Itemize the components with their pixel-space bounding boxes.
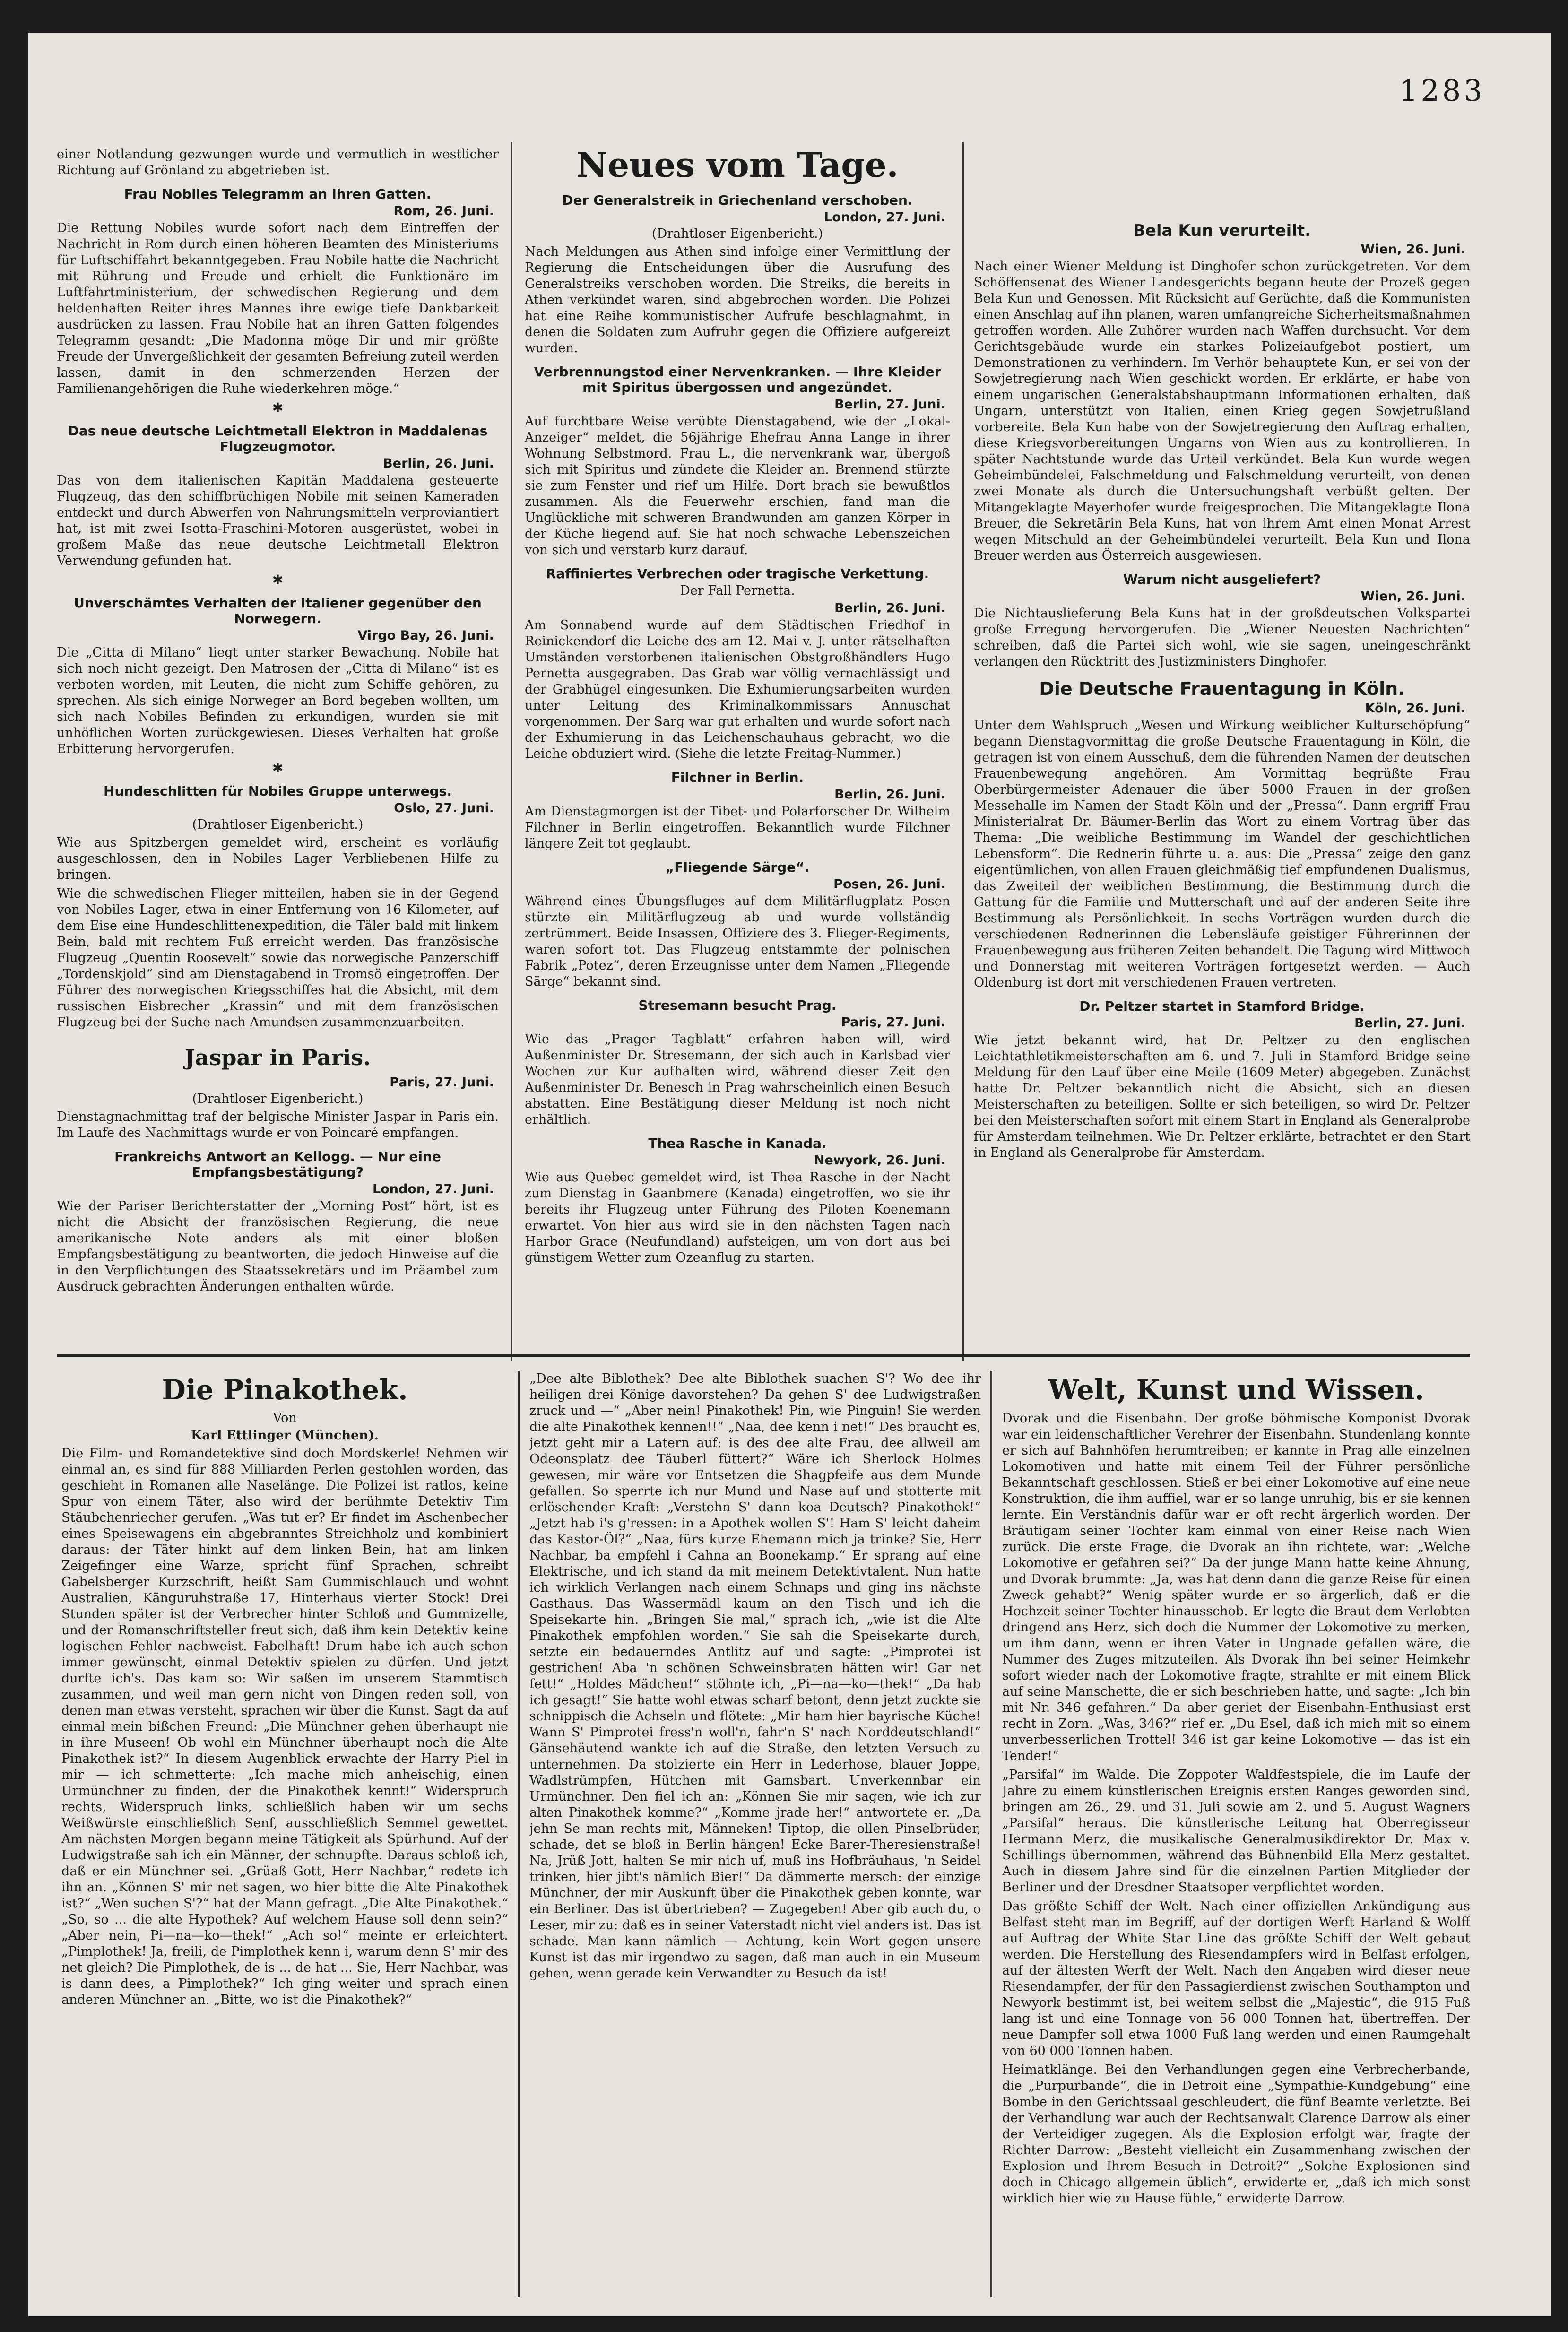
column-rule: [962, 142, 964, 1361]
byline-author: Karl Ettlinger (München).: [191, 1428, 379, 1443]
feuilleton-title: Die Pinakothek.: [162, 1374, 408, 1406]
dateline: Köln, 26. Juni.: [1365, 701, 1465, 716]
dateline: Paris, 27. Juni.: [841, 1015, 945, 1030]
article-headline: Verbrennungstod einer Nervenkranken. — Ihre Kleider mit Spiritus übergossen und angezündet.: [534, 364, 941, 395]
feuilleton-body: „Dee alte Biblothek? Dee alte Biblothek suachen S'? Wo dee ihr heiligen drei Könige davorstehen? Da gehen S' dee Ludwigstraßen zruck und —“ „Aber nein! Pinakothek! Pin, wie Pinguin! Sie werden die alte Pinakothek kennen!!“ „Naa, dee kenn i net!“ Des braucht es, jetzt geht mir a Latern auf: is des dee alte Frau, dee allweil am Odeonsplatz dee Täuberl füttert?“ Wäre ich Sherlock Holmes gewesen, mir wäre vor Entsetzen die Shagpfeife aus dem Munde gefallen. So sperrte ich nur Mund und Nase auf und stotterte mit erlöschender Kraft: „Verstehn S' dann koa Deutsch? Pinakothek!“ „Jetzt hab i's g'ressen: in a Apothek wollen S'! Ham S' leicht daheim das Kastor-Öl?“ „Naa, fürs kurze Ehemann mich ja trinke? Sie, Herr Nachbar, ba empfehl i Cahna an Boonekamp.“ Er sprang auf eine Elektrische, und ich stand da mit meinem Detektivtalent. Nun hatte ich wirklich Verlangen nach einem Schnaps und ging ins nächste Gasthaus. Das Wassermädl kaum an den Tisch und ich die Speisekarte hin. „Bringen Sie mal,“ sprach ich, „wie ist die Alte Pinakothek empfohlen worden.“ Sie sah die Speisekarte durch, setzte ein bedauerndes Antlitz auf und sagte: „Pimprotei ist gestrichen! Aba 'n schönen Schweinsbraten hätten wir! Gar net fett!“ „Holdes Mädchen!“ stöhnte ich, „Pi—na—ko—thek!“ „Da hab ich gesagt!“ Sie hatte wohl etwas scharf betont, denn jetzt zuckte sie schnippisch die Achseln und flötete: „Mir ham hier bayrische Küche! Wann S' Pimprotei fress'n woll'n, fahr'n S' nach Norddeutschland!“ Gänsehäutend wankte ich auf die Straße, den letzten Versuch zu unternehmen. Da stolzierte ein Herr in Lederhose, blauer Joppe, Wadlstrümpfen, Hütchen mit Gamsbart. Unverkennbar ein Urmünchner. Den fiel ich an: „Können Sie mir sagen, wie ich zur alten Pinakothek komme?“ „Komme jrade her!“ antwortete er. „Da jehn Se man rechts mit, Männeken! Tiptop, die ollen Pinselbrüder, schade, det se bloß in Berlin hängen! Ecke Barer-Theresienstraße! Na, Jrüß Jott, halten Se mir nich uf, muß ins Hofbräuhaus, 'n Seidel trinken, hier jibt's nämlich Bier!“ Da dämmerte mersch: der einzige Münchner, der mir Auskunft über die Pinakothek geben konnte, war ein Berliner. Das ist übertrieben? — Zugegeben! Aber gib auch du, o Leser, mir zu: daß es in seiner Vaterstadt nicht viel anders ist. Das ist schade. Man kann nämlich — Achtung, kein Wort gegen unsere Kunst ist das mir irgendwo zu sagen, daß man auch in ein Museum gehen, wenn gerade kein Verwandter zu Besuch da ist!: [529, 1371, 981, 1981]
item-body: Dvorak und die Eisenbahn. Der große böhmische Komponist Dvorak war ein leidenschaftlicher Verehrer der Eisenbahn. Stundenlang konnte er sich auf Bahnhöfen herumtreiben; er kannte in Prag alle einzelnen Lokomotiven und hatte mit einem Teil der Führer persönliche Bekanntschaft geschlossen. Stieß er bei einer Lokomotive auf eine neue Konstruktion, die ihm auffiel, war er so lange unruhig, bis er sie kennen lernte. Ein Verständnis dafür war er oft recht ärgerlich worden. Der Bräutigam seiner Tochter kam einmal von einer Reise nach Wien zurück. Die erste Frage, die Dvorak an ihn richtete, war: „Welche Lokomotive er gefahren sei?“ Da der junge Mann hatte keine Ahnung, und Dvorak brummte: „Ja, was hat denn dann die ganze Reise für einen Zweck gehabt?“ Wenig später wurde er so ärgerlich, daß er die Hochzeit seiner Tochter hinausschob. Er legte die Braut dem Verlobten dringend ans Herz, sich doch die Nummer der Lokomotive zu merken, um ihm dann, wenn er ihren Vater in Ungnade gefallen wäre, die Nummer des Zuges mitzuteilen. Als Dvorak ihn bei seiner Heimkehr sofort wieder nach der Lokomotive fragte, strahlte er mit einem Blick auf seine Manschette, die er sich beschrieben hatte, und sagte: „Ich bin mit Nr. 346 gefahren.“ Da aber geriet der Eisenbahn-Enthusiast erst recht in Zorn. „Was, 346?“ rief er. „Du Esel, daß ich mich mit so einem unverbesserlichen Trottel! 346 ist gar keine Lokomotive — das ist ein Tender!“: [1002, 1411, 1470, 1763]
article-body: Am Sonnabend wurde auf dem Städtischen Friedhof in Reinickendorf die Leiche des am 12. Mai v. J. unter rätselhaften Umständen verstorbenen italienischen Obstgroßhändlers Hugo Pernetta ausgegraben. Das Grab war völlig vernachlässigt und der Grabhügel eingesunken. Die Exhumierungsarbeiten wurden unter Leitung des Kriminalkommissars Annuschat vorgenommen. Der Sarg war gut erhalten und wurde sofort nach der Exhumierung in das Leichenschauhaus gebracht, wo die Leiche obduziert wird. (Siehe die letzte Freitag-Nummer.): [525, 618, 950, 761]
article-body: Nach Meldungen aus Athen sind infolge einer Vermittlung der Regierung die Entscheidungen über die Ausrufung des Generalstreiks verschoben worden. Die Streiks, die bereits in Athen verkündet waren, sind abgebrochen worden. Die Polizei hat eine Reihe kommunistischer Aufrufe beschlagnahmt, in denen die Soldaten zum Aufruhr gegen die Offiziere aufgereizt wurden.: [525, 244, 950, 355]
article-body: Wie der Pariser Berichterstatter der „Morning Post“ hört, ist es nicht die Absicht der französischen Regierung, die neue amerikanische Note anders als mit einer bloßen Empfangsbestätigung zu beantworten, die jedoch Hinweise auf die in den Verpflichtungen des Staatssekretärs und im Präambel zum Ausdruck gebrachten Änderungen enthalten würde.: [57, 1199, 499, 1294]
dateline: Rom, 26. Juni.: [393, 204, 494, 218]
article-body: Die „Citta di Milano“ liegt unter starker Bewachung. Nobile hat sich noch nicht gezeigt. Den Matrosen der „Citta di Milano“ ist es verboten worden, mit Leuten, die nicht zum Schiffe gehören, zu sprechen. Als sich einige Norweger an Bord begeben wollten, um sich nach Nobiles Befinden zu erkundigen, wurden sie mit unhöflichen Worten zurückgewiesen. Dieses Verhalten hat große Erbitterung hervorgerufen.: [57, 645, 499, 756]
dateline: London, 27. Juni.: [373, 1182, 494, 1196]
section-title: Welt, Kunst und Wissen.: [1048, 1374, 1424, 1406]
newspaper-page: [28, 33, 1551, 2316]
dateline: Oslo, 27. Juni.: [394, 801, 494, 815]
article-headline: Dr. Peltzer startet in Stamford Bridge.: [1079, 998, 1365, 1014]
article-headline: Stresemann besucht Prag.: [638, 997, 837, 1013]
article-body: Dienstagnachmittag traf der belgische Minister Jaspar in Paris ein. Im Laufe des Nachmittags wurde er von Poincaré empfangen.: [57, 1110, 499, 1140]
subline: (Drahtloser Eigenbericht.): [652, 226, 823, 241]
article-body: Während eines Übungsfluges auf dem Militärflugplatz Posen stürzte ein Militärflugzeug ab und wurde vollständig zertrümmert. Beide Insassen, Offiziere des 3. Flieger-Regiments, waren sofort tot. Das Flugzeug entstammte der polnischen Fabrik „Potez“, deren Erzeugnisse unter dem Namen „Fliegende Särge“ bekannt sind.: [525, 894, 950, 989]
column-rule: [518, 1371, 520, 2297]
column-rule: [990, 1371, 992, 2297]
dateline: Wien, 26. Juni.: [1360, 242, 1465, 257]
subline: Der Fall Pernetta.: [680, 583, 795, 598]
article-body: Auf furchtbare Weise verübte Dienstagabend, wie der „Lokal-Anzeiger“ meldet, die 56jährige Ehefrau Anna Lange in ihrer Wohnung Selbstmord. Frau L., die nervenkrank war, übergoß sich mit Spiritus und zündete die Kleider an. Brennend stürzte sie zum Fenster und rief um Hilfe. Dort brach sie bewußtlos zusammen. Als die Feuerwehr erschien, fand man die Unglückliche mit schweren Brandwunden am ganzen Körper in der Küche liegend auf. Sie hat noch schwache Lebenszeichen von sich und verstarb kurz darauf.: [525, 414, 950, 557]
article-headline: Raffiniertes Verbrechen oder tragische Verkettung.: [546, 566, 929, 581]
article-body: Wie das „Prager Tagblatt“ erfahren haben will, wird Außenminister Dr. Stresemann, der sich auch in Karlsbad vier Wochen zur Kur aufhalten wird, während dieser Zeit den Außenminister Dr. Benesch in Prag wahrscheinlich einen Besuch abstatten. Eine Bestätigung dieser Meldung ist noch nicht erhältlich.: [525, 1032, 950, 1127]
byline-von: Von: [273, 1411, 297, 1425]
article-headline: Frau Nobiles Telegramm an ihren Gatten.: [124, 186, 432, 202]
article-body: Unter dem Wahlspruch „Wesen und Wirkung weiblicher Kulturschöpfung“ begann Dienstagvormittag die große Deutsche Frauentagung in Köln, die getragen ist von einem Ausschuß, dem die führenden Namen der deutschen Frauenbewegung angehören. Am Vormittag begrüßte Frau Oberbürgermeister Adenauer die über 5000 Frauen in der großen Messehalle im Namen der Stadt Köln und der „Pressa“. Dann ergriff Frau Ministerialrat Dr. Bäumer-Berlin das Wort zu einem Vortrag über das Thema: „Die weibliche Bestimmung im Wandel der geschichtlichen Lebensform“. Die Rednerin führte u. a. aus: Die „Pressa“ zeige den ganz eigentümlichen, von allen Frauen gleichmäßig tief empfundenen Dualismus, das Zweiteil der weiblichen Bestimmung, die Bestimmung durch die Gattung für die Familie und Mutterschaft und auf der anderen Seite ihre Bestimmung als Persönlichkeit. In sechs Vorträgen wurden durch die verschiedenen Rednerinnen die Lebensläufe geistiger Führerinnen der Frauenbewegung aus früheren Zeiten behandelt. Die Tagung wird Mittwoch und Donnerstag mit weiteren Vorträgen fortgesetzt werden. — Auch Oldenburg ist dort mit verschiedenen Frauen vertreten.: [974, 718, 1470, 990]
dateline: London, 27. Juni.: [824, 210, 945, 225]
article-body: Die Nichtauslieferung Bela Kuns hat in der großdeutschen Volkspartei große Erregung hervorgerufen. Die „Wiener Neuesten Nachrichten“ schreiben, daß die Partei sich wohl, wie sie sagen, uneingeschränkt verlangen den Rücktritt des Justizministers Dinghofer.: [974, 606, 1470, 669]
column-right: [974, 217, 1470, 1350]
item-body: Das größte Schiff der Welt. Nach einer offiziellen Ankündigung aus Belfast steht man im Begriff, auf der dortigen Werft Harland & Wolff auf Auftrag der White Star Line das größte Schiff der Welt gebaut werden. Die Herstellung des Riesendampfers wird in Belfast erfolgen, auf der ältesten Werft der Welt. Nach den Angaben wird dieser neue Riesendampfer, der für den Passagierdienst zwischen Southampton und Newyork bestimmt ist, bei weitem selbst die „Majestic“, die 915 Fuß lang ist und eine Tonnage von 56 000 Tonnen hat, übertreffen. Der neue Dampfer soll etwa 1000 Fuß lang werden und einen Raumgehalt von 60 000 Tonnen haben.: [1002, 1899, 1470, 2058]
article-headline: Thea Rasche in Kanada.: [648, 1136, 827, 1151]
star-separator: ✱: [272, 572, 284, 588]
article-headline: Bela Kun verurteilt.: [1133, 221, 1311, 240]
item-body: Heimatklänge. Bei den Verhandlungen gegen eine Verbrecherbande, die „Purpurbande“, die in Detroit eine „Sympathie-Kundgebung“ eine Bombe in den Gerichtssaal geschleudert, die fünf Beamte verletzte. Bei der Verhandlung war auch der Rechtsanwalt Clarence Darrow als einer der Verteidiger zugegen. Als die Explosion erfolgt war, fragte der Richter Darrow: „Besteht vielleicht ein Zusammenhang zwischen der Explosion und Ihrem Besuch in Detroit?“ „Solche Explosionen sind doch in Chicago allgemein üblich“, erwiderte er, „daß ich mich sonst wirklich hier wie zu Hause fühle,“ erwiderte Darrow.: [1002, 2063, 1470, 2206]
column-middle: [525, 142, 950, 1350]
article-headline: Der Generalstreik in Griechenland verschoben.: [562, 192, 913, 208]
dateline: Berlin, 27. Juni.: [1354, 1016, 1465, 1031]
article-headline: Filchner in Berlin.: [671, 770, 804, 785]
article-body: Am Dienstagmorgen ist der Tibet- und Polarforscher Dr. Wilhelm Filchner in Berlin eingetroffen. Bekanntlich wurde Filchner längere Zeit tot geglaubt.: [525, 804, 950, 851]
section-masthead: Neues vom Tage.: [576, 145, 899, 185]
subline: (Drahtloser Eigenbericht.): [192, 1092, 364, 1106]
article-continuation: einer Notlandung gezwungen wurde und vermutlich in westlicher Richtung auf Grönland zu abgetrieben ist.: [57, 147, 499, 178]
feuilleton-right: [1002, 1371, 1470, 2293]
article-body: Wie jetzt bekannt wird, hat Dr. Peltzer zu den englischen Leichtathletikmeisterschaften am 6. und 7. Juli in Stamford Bridge seine Meldung für den Lauf über eine Meile (1609 Meter) abgegeben. Zunächst hatte Dr. Peltzer bekanntlich nicht die Absicht, sich an diesen Meisterschaften zu beteiligen. Sollte er sich beteiligen, so wird Dr. Peltzer bei den Meisterschaften sofort mit einem Start in England als Generalprobe für Amsterdam teilnehmen. Wie Dr. Peltzer erklärte, betrachtet er den Start in England als Generalprobe für Amsterdam.: [974, 1033, 1470, 1160]
dateline: Newyork, 26. Juni.: [814, 1153, 945, 1168]
item-body: „Parsifal“ im Walde. Die Zoppoter Waldfestspiele, die im Laufe der Jahre zu einem künstlerischen Ereignis ersten Ranges geworden sind, bringen am 26., 29. und 31. Juli sowie am 2. und 5. August Wagners „Parsifal“ heraus. Die künstlerische Leitung hat Oberregisseur Hermann Merz, die musikalische Generalmusikdirektor Dr. Max v. Schillings übernommen, während das Bühnenbild Ella Merz gestaltet. Auch in diesem Jahre sind für die einzelnen Partien Mitglieder der Berliner und der Dresdner Staatsoper verpflichtet worden.: [1002, 1768, 1470, 1895]
article-body: Wie aus Spitzbergen gemeldet wird, erscheint es vorläufig ausgeschlossen, den in Nobiles Lager Verbliebenen Hilfe zu bringen.: [57, 835, 499, 882]
dateline: Paris, 27. Juni.: [390, 1075, 494, 1090]
article-headline: Jaspar in Paris.: [184, 1045, 371, 1070]
article-body: Das von dem italienischen Kapitän Maddalena gesteuerte Flugzeug, das den schiffbrüchigen Nobile mit seinen Kameraden entdeckt und durch Abwerfen von Nahrungsmitteln verproviantiert hat, ist mit zwei Isotta-Fraschini-Motoren ausgerüstet, wobei in großem Maße das neue deutsche Leichtmetall Elektron Verwendung gefunden hat.: [57, 473, 499, 568]
feuilleton-left: [61, 1371, 508, 2293]
dateline: Wien, 26. Juni.: [1360, 589, 1465, 604]
feuilleton-middle: [529, 1371, 981, 2293]
column-left: [57, 147, 499, 1350]
article-body: Wie die schwedischen Flieger mitteilen, haben sie in der Gegend von Nobiles Lager, etwa in einer Entfernung von 16 Kilometer, auf dem Eise eine Hundeschlittenexpedition, die Täler bald mit linkem Bein, bald mit rechtem Fuß erreicht werden. Das französische Flugzeug „Quentin Roosevelt“ sowie das norwegische Panzerschiff „Tordenskjold“ sind am Dienstagabend in Tromsö eingetroffen. Der Führer des norwegischen Kriegsschiffes hat die Absicht, mit dem russischen Eisbrecher „Krassin“ und mit dem französischen Flugzeug bei der Suche nach Amundsen zusammenzuarbeiten.: [57, 886, 499, 1030]
section-rule: [57, 1354, 1470, 1357]
article-headline: Hundeschlitten für Nobiles Gruppe unterwegs.: [104, 783, 452, 799]
article-body: Nach einer Wiener Meldung ist Dinghofer schon zurückgetreten. Vor dem Schöffensenat des Wiener Landesgerichts begann heute der Prozeß gegen Bela Kun und Genossen. Mit Rücksicht auf Gerüchte, daß die Kommunisten einen Anschlag auf ihn planen, waren umfangreiche Sicherheitsmaßnahmen getroffen worden. Alle Zuhörer wurden nach Waffen durchsucht. Vor dem Gerichtsgebäude wurde ein starkes Polizeiaufgebot postiert, um Demonstrationen zu verhindern. Im Verhör behauptete Kun, er sei von der Sowjetregierung nach Wien geschickt worden. Er erklärte, er habe von einem ungarischen Generalstabshauptmann Informationen erhalten, daß Ungarn, unterstützt von Italien, einen Krieg gegen Sowjetrußland vorbereite. Bela Kun habe von der Sowjetregierung den Auftrag erhalten, diese Kriegsvorbereitungen Ungarns von Wien aus zu kontrollieren. In später Nachtstunde wurde das Urteil verkündet. Bela Kun wurde wegen Geheimbündelei, Falschmeldung und Falschmeldung verurteilt, von denen zwei Monate als durch die Untersuchungshaft verbüßt gelten. Der Mitangeklagte Mayerhofer wurde freigesprochen. Die Mitangeklagte Ilona Breuer, die Sekretärin Bela Kuns, hat von ihrem Amt einen Monat Arrest wegen Mitschuld an der Geheimbündelei verurteilt. Bela Kun und Ilona Breuer werden aus Österreich ausgewiesen.: [974, 259, 1470, 563]
feuilleton-body: Die Film- und Romandetektive sind doch Mordskerle! Nehmen wir einmal an, es sind für 888 Milliarden Perlen gestohlen worden, das geschieht in Romanen alle Naselänge. Die Polizei ist ratlos, keine Spur von einem Täter, also wird der berühmte Detektiv Tim Stäubchenriecher gerufen. „Was tut er? Er findet im Aschenbecher eines Speisewagens ein abgebranntes Streichholz und kombiniert daraus: der Täter hinkt auf dem linken Bein, hat am linken Zeigefinger eine Warze, spricht fünf Sprachen, schreibt Gabelsberger Kurzschrift, heißt Sam Gummischlauch und wohnt Australien, Känguruhstraße 17, Hinterhaus vierter Stock! Drei Stunden später ist der Verbrecher hinter Schloß und Gummizelle, und der Romanschriftsteller freut sich, daß ihm kein Detektiv keine logischen Fehler nachweist. Fabelhaft! Drum habe ich auch schon immer gewünscht, einmal Detektiv spielen zu dürfen. Und jetzt durfte ich's. Das kam so: Wir saßen im unserem Stammtisch zusammen, und weil man gern nicht von Dingen reden soll, von denen man etwas versteht, sprachen wir über die Kunst. Sagt da auf einmal mein bißchen Freund: „Die Münchner gehen überhaupt nie in ihre Museen! Ob wohl ein Münchner überhaupt noch die Alte Pinakothek ist?“ In diesem Augenblick erwachte der Harry Piel in mir — ich schmetterte: „Ich mache mich anheischig, einen Urmünchner zu finden, der die Pinakothek kennt!“ Widerspruch rechts, Widerspruch links, schließlich haben wir um sechs Weißwürste einschließlich Senf, ausschließlich Semmel gewettet. Am nächsten Morgen begann meine Tätigkeit als Spürhund. Auf der Ludwigstraße sah ich ein Männer, der schnupfte. Daraus schloß ich, daß er ein Münchner sei. „Grüaß Gott, Herr Nachbar,“ redete ich ihn an. „Können S' mir net sagen, wo hier bitte die Alte Pinakothek ist?“ „Wen suchen S'?“ hat der Mann gefragt. „Die Alte Pinakothek.“ „So, so ... die alte Hypothek? Auf welchem Hause soll denn sein?“ „Aber nein, Pi—na—ko—thek!“ „Ach so!“ meinte er erleichtert. „Pimplothek! Ja, freili, de Pimplothek kenn i, warum denn S' mir des net gleich? Die Pimplothek, de is ... de hat ... Sie, Herr Nachbar, was is dann dees, a Pimplothek?“ Ich ging weiter und sprach einen anderen Münchner an. „Bitte, wo ist die Pinakothek?“: [61, 1446, 508, 2007]
page-number: 1283: [1399, 73, 1485, 108]
dateline: Posen, 26. Juni.: [833, 877, 945, 892]
article-headline: Frankreichs Antwort an Kellogg. — Nur eine Empfangsbestätigung?: [114, 1149, 441, 1180]
subline: (Drahtloser Eigenbericht.): [192, 817, 364, 832]
article-headline: Die Deutsche Frauentagung in Köln.: [1039, 678, 1405, 699]
column-rule: [511, 142, 512, 1361]
article-body: Die Rettung Nobiles wurde sofort nach dem Eintreffen der Nachricht in Rom durch einen höheren Beamten des Ministeriums für Luftschiffahrt bekanntgegeben. Frau Nobile hatte die Nachricht mit Rührung und Freude und erhielt die Funktionäre im Luftfahrtministerium, der schwedischen Regierung und dem heldenhaften Reiter ihres Mannes ihre ewige tiefe Dankbarkeit ausdrücken zu lassen. Frau Nobile hat an ihren Gatten folgendes Telegramm gesandt: „Die Madonna möge Dir und mir größte Freude der Unvergeßlichkeit der gesamten Befreiung zuteil werden lassen, damit in den schmerzenden Herzen der Familienangehörigen die Ruhe wiederkehren möge.“: [57, 221, 499, 396]
article-body: Wie aus Quebec gemeldet wird, ist Thea Rasche in der Nacht zum Dienstag in Gaanbmere (Kanada) eingetroffen, wo sie ihr bereits ihr Flugzeug unter Führung des Piloten Koenemann erwartet. Von hier aus wird sie in den nächsten Tagen nach Harbor Grace (Neufundland) aufsteigen, um von dort aus bei günstigem Wetter zum Ozeanflug zu starten.: [525, 1170, 950, 1265]
article-headline: Warum nicht ausgeliefert?: [1123, 572, 1321, 587]
article-headline: „Fliegende Särge“.: [665, 859, 810, 875]
dateline: Berlin, 26. Juni.: [383, 456, 494, 471]
star-separator: ✱: [272, 400, 284, 416]
article-headline: Das neue deutsche Leichtmetall Elektron in Maddalenas Flugzeugmotor.: [68, 423, 488, 454]
article-headline: Unverschämtes Verhalten der Italiener gegenüber den Norwegern.: [74, 595, 482, 626]
star-separator: ✱: [272, 760, 284, 776]
dateline: Berlin, 26. Juni.: [834, 787, 945, 802]
dateline: Berlin, 27. Juni.: [834, 397, 945, 412]
dateline: Berlin, 26. Juni.: [834, 601, 945, 616]
dateline: Virgo Bay, 26. Juni.: [357, 628, 494, 643]
